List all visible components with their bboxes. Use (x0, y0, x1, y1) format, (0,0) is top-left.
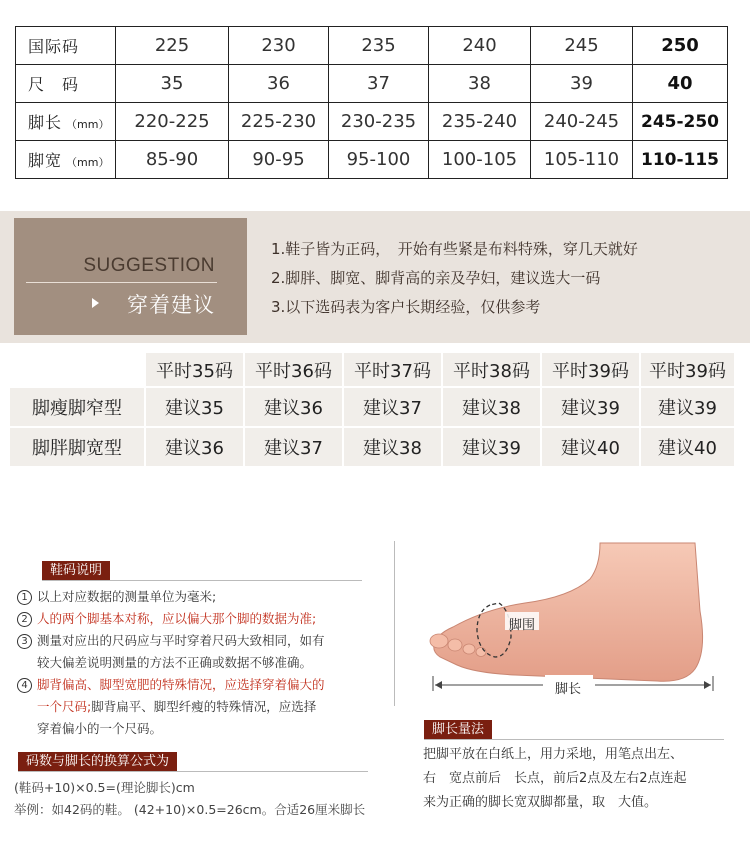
shoe-size-notes-tag: 鞋码说明 (42, 561, 110, 580)
table-cell: 110-115 (633, 141, 728, 179)
girth-label: 脚围 (509, 618, 536, 633)
row-label: 尺 码 (16, 65, 116, 103)
note-line: 一个尺码;脚背扁平、脚型纤瘦的特殊情况，应选择 (37, 699, 317, 714)
table-cell: 245 (531, 27, 633, 65)
table-cell: 95-100 (329, 141, 429, 179)
table-cell: 建议37 (344, 388, 441, 426)
divider (18, 771, 368, 772)
table-row (10, 428, 734, 466)
column-header: 平时36码 (245, 353, 342, 386)
list-item: 1.鞋子皆为正码， 开始有些紧是布料特殊，穿几天就好 (271, 240, 638, 258)
table-cell: 240 (429, 27, 531, 65)
table-cell: 建议36 (245, 388, 342, 426)
table-cell: 250 (633, 27, 728, 65)
circled-number-icon: 3 (17, 634, 32, 649)
table-cell: 建议40 (641, 428, 734, 466)
length-label: 脚长 (555, 682, 582, 697)
table-cell: 230 (229, 27, 329, 65)
table-row (16, 27, 728, 65)
table-cell: 220-225 (116, 103, 229, 141)
table-cell: 235-240 (429, 103, 531, 141)
note-line: 3 测量对应出的尺码应与平时穿着尺码大致相同，如有 (17, 630, 325, 652)
suggestion-title-box (14, 218, 247, 335)
foot-measure-text (423, 743, 743, 815)
column-header: 平时39码 (641, 353, 734, 386)
row-label: 脚胖脚宽型 (10, 428, 144, 466)
conversion-example: 举例：如42码的鞋。 (42+10)×0.5=26cm。合适26厘米脚长 (14, 802, 366, 817)
foot-diagram (395, 541, 730, 711)
table-cell: 39 (531, 65, 633, 103)
row-label: 国际码 (16, 27, 116, 65)
unit-label: （mm） (66, 118, 110, 131)
divider (26, 282, 217, 283)
table-cell: 37 (329, 65, 429, 103)
text-line: 把脚平放在白纸上，用力采地，用笔点出左、 (423, 747, 684, 762)
table-cell: 建议37 (245, 428, 342, 466)
suggestion-banner (0, 211, 750, 343)
table-row (16, 141, 728, 179)
unit-label: （mm） (66, 156, 110, 169)
table-cell: 建议38 (344, 428, 441, 466)
table-cell: 85-90 (116, 141, 229, 179)
suggestion-list (271, 239, 638, 326)
note-line: 4 脚背偏高、脚型宽肥的特殊情况，应选择穿着偏大的 (17, 674, 325, 696)
table-cell: 40 (633, 65, 728, 103)
table-cell: 建议40 (542, 428, 639, 466)
text-line: 来为正确的脚长宽双脚都量，取 大值。 (423, 795, 658, 810)
list-item: 2.脚胖、脚宽、脚背高的亲及孕妇，建议选大一码 (271, 269, 601, 287)
note-line: 穿着偏小的一个尺码。 (37, 721, 163, 736)
suggestion-title-en: SUGGESTION (83, 255, 215, 276)
row-label: 脚瘦脚窄型 (10, 388, 144, 426)
size-table (15, 26, 728, 179)
conversion-tag: 码数与脚长的换算公式为 (18, 752, 177, 771)
table-row (10, 388, 734, 426)
table-cell: 36 (229, 65, 329, 103)
table-cell: 225-230 (229, 103, 329, 141)
circled-number-icon: 1 (17, 590, 32, 605)
table-cell: 建议39 (542, 388, 639, 426)
recommendation-table (8, 351, 736, 468)
circled-number-icon: 2 (17, 612, 32, 627)
column-header: 平时37码 (344, 353, 441, 386)
table-cell: 建议38 (443, 388, 540, 426)
column-header: 平时38码 (443, 353, 540, 386)
table-row (16, 103, 728, 141)
note-line: 1 以上对应数据的测量单位为毫米; (17, 586, 216, 608)
table-corner (10, 353, 144, 386)
note-line: 2 人的两个脚基本对称，应以偏大那个脚的数据为准; (17, 608, 316, 630)
column-header: 平时35码 (146, 353, 243, 386)
table-cell: 38 (429, 65, 531, 103)
foot-shape (434, 543, 703, 681)
table-cell: 90-95 (229, 141, 329, 179)
text-line: 右 宽点前后 长点，前后2点及左右2点连起 (423, 771, 687, 786)
table-cell: 235 (329, 27, 429, 65)
list-item: 3.以下选码表为客户长期经验，仅供参考 (271, 298, 541, 316)
table-cell: 100-105 (429, 141, 531, 179)
table-cell: 230-235 (329, 103, 429, 141)
divider (42, 580, 362, 581)
table-cell: 建议39 (641, 388, 734, 426)
foot-measure-tag: 脚长量法 (424, 720, 492, 739)
table-cell: 建议39 (443, 428, 540, 466)
column-header: 平时39码 (542, 353, 639, 386)
table-cell: 240-245 (531, 103, 633, 141)
table-cell: 245-250 (633, 103, 728, 141)
table-cell: 35 (116, 65, 229, 103)
row-label: 脚宽 （mm） (16, 141, 116, 179)
conversion-formula: (鞋码+10)×0.5=(理论脚长)cm (14, 780, 195, 795)
circled-number-icon: 4 (17, 678, 32, 693)
table-cell: 105-110 (531, 141, 633, 179)
row-label: 脚长 （mm） (16, 103, 116, 141)
table-header-row (10, 353, 734, 386)
note-line: 较大偏差说明测量的方法不正确或数据不够准确。 (37, 655, 313, 670)
divider (424, 739, 724, 740)
table-cell: 建议35 (146, 388, 243, 426)
play-arrow-icon (92, 298, 99, 308)
table-row (16, 65, 728, 103)
table-cell: 建议36 (146, 428, 243, 466)
table-cell: 225 (116, 27, 229, 65)
suggestion-title-cn: 穿着建议 (127, 293, 215, 317)
